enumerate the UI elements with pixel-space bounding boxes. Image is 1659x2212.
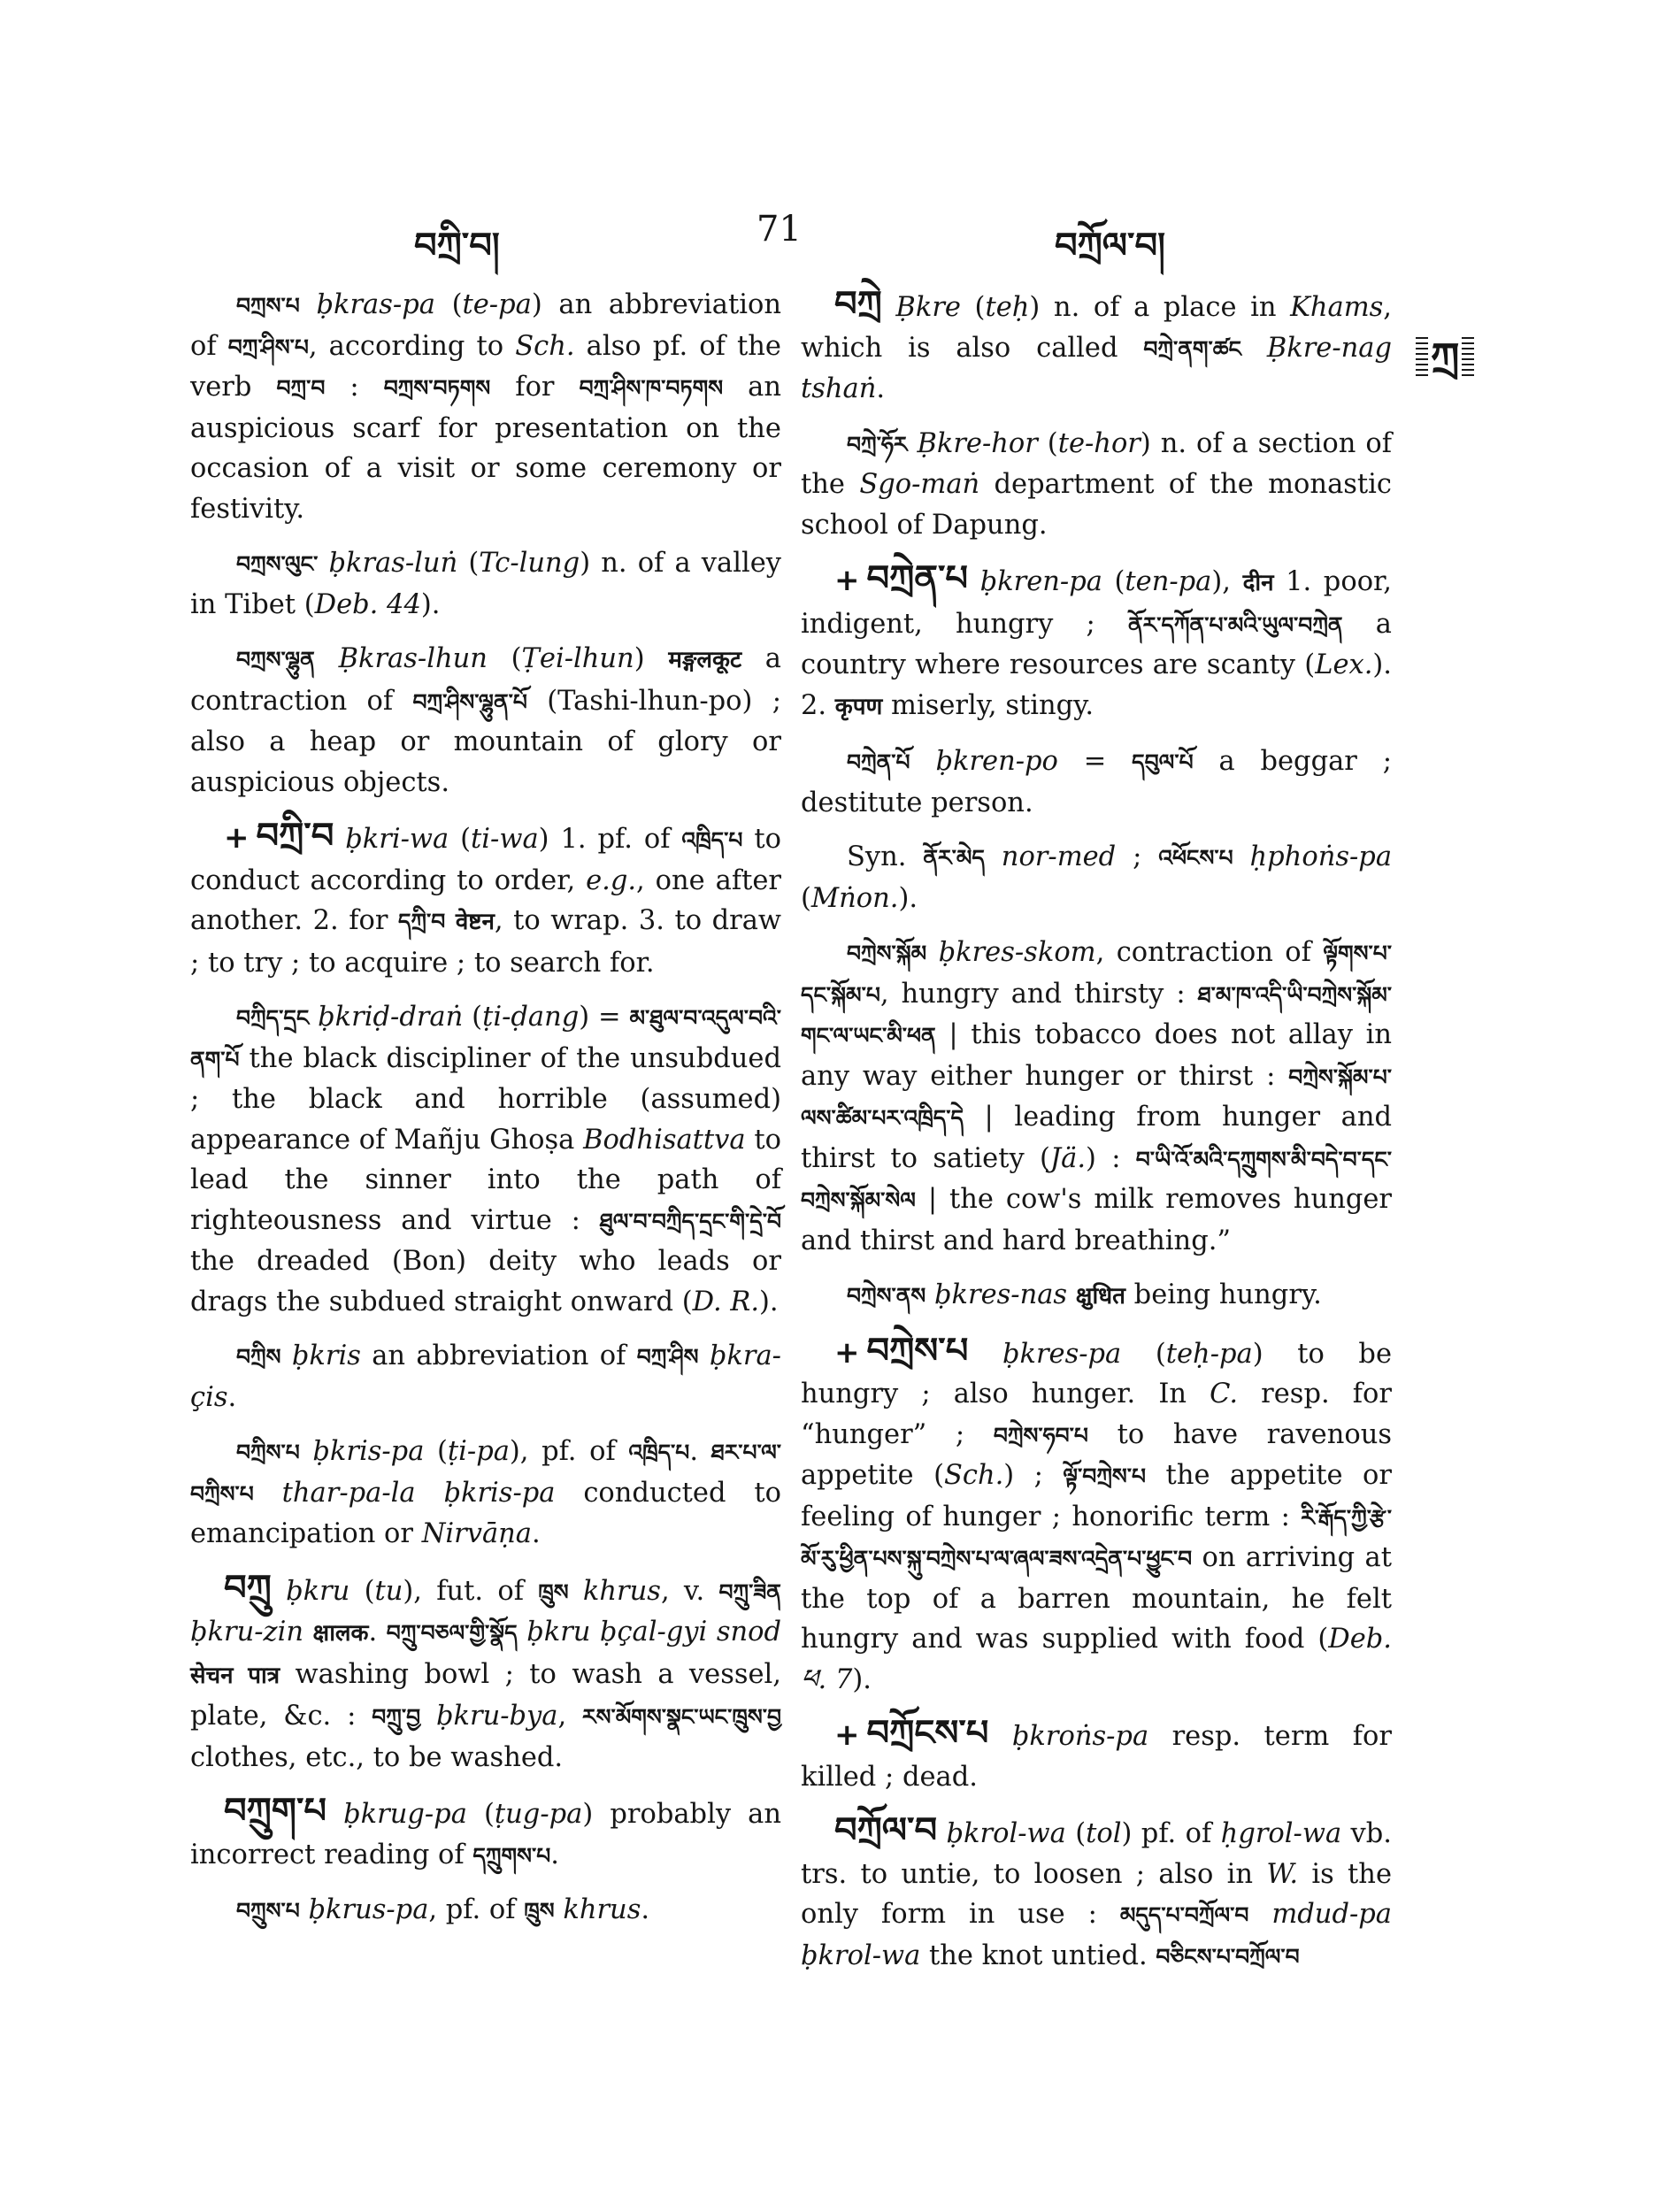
italic-text: Nirvāṇa: [421, 1518, 532, 1549]
italic-text: Sch.: [515, 330, 575, 362]
entry-text: , v.: [660, 1575, 719, 1607]
entry-text: [326, 1799, 343, 1830]
headword-tibetan: བཀྲེས་པ: [866, 1330, 969, 1371]
tibetan-text: ཁྲུས: [524, 1898, 555, 1924]
dictionary-entry: [190, 1890, 781, 1932]
dictionary-entry: [801, 424, 1392, 546]
tibetan-text: འཕོངས་པ: [1158, 845, 1233, 871]
devanagari-text: वेष्टन: [455, 909, 495, 935]
entry-text: [937, 1818, 946, 1849]
entry-text: =: [1057, 746, 1133, 777]
italic-text: te-pa: [462, 289, 532, 320]
thumb-index-letter: ཀྲ: [1431, 334, 1460, 381]
entry-text: (: [1065, 1818, 1087, 1849]
entry-text: , one after another. 2. for: [190, 864, 781, 936]
dictionary-entry: [190, 1792, 781, 1876]
tibetan-text: བཀྲེས་སྐོམ: [847, 941, 927, 966]
italic-text: C.: [1210, 1379, 1239, 1409]
transliteration: ḅkroṅs-pa: [1011, 1721, 1149, 1752]
entry-text: a country where resources are scanty (: [801, 608, 1392, 680]
italic-text: tu: [374, 1575, 403, 1607]
tibetan-text: བཀྲིད་དྲང: [236, 1005, 310, 1031]
italic-text: Deb. ཕ. 7: [801, 1624, 1392, 1695]
entry-text: (: [801, 882, 811, 914]
transliteration: ḅkres-nas: [934, 1279, 1068, 1310]
entry-text: [1248, 1899, 1271, 1930]
tibetan-text: ཐ་མ་ཁ་འདི་ཡི་བཀྲེས་སྐོམ་གང་ལ་ཡང་མི་ཕན: [801, 981, 1392, 1048]
entry-text: ): [634, 643, 669, 674]
italic-text: te-hor: [1057, 427, 1141, 459]
dictionary-entry: [190, 997, 781, 1322]
devanagari-text: दीन: [1242, 570, 1274, 596]
transliteration: ḅkri-wa: [345, 824, 449, 855]
transliteration: ḅkras-pa: [316, 289, 435, 320]
tibetan-text: བ་ཡི་འོ་མའི་དཀྲུགས་མི་བདེ་བ་དང་བཀྲེས་སྐོམ་སེལ: [801, 1146, 1392, 1213]
transliteration: Ḅkre: [895, 292, 961, 323]
transliteration: ḅkres-pa: [1002, 1338, 1122, 1370]
entry-text: an auspicious scarf for presentation on the occasion of a visit or some ceremony or festivity.: [190, 372, 781, 525]
cross-marker: +: [834, 563, 860, 598]
left-column: [190, 285, 781, 1946]
entry-text: (: [349, 1575, 375, 1607]
tibetan-text: བཀྲུ་ཟིན: [718, 1578, 781, 1605]
entry-text: .: [689, 1436, 711, 1467]
tibetan-text: རི་རྒོད་ཀྱི་རྩེ་མོ་རུ་ཕྱིན་པས་སྐུ་བཀྲེས་པ་ལ་ཞལ་ཟས་འདྲེན་པ་ཕྱུང་བ: [801, 1504, 1392, 1571]
transliteration: ḥgrol-wa: [1220, 1818, 1342, 1849]
tibetan-text: བཀྲས་པ: [236, 293, 300, 319]
italic-text: ḅkru ḅçal-gyi snod: [526, 1617, 781, 1647]
cross-marker: +: [834, 1334, 860, 1371]
entry-text: [254, 1478, 282, 1509]
headword-tibetan: བཀྲུ: [224, 1567, 272, 1609]
entry-text: being hungry.: [1125, 1279, 1322, 1310]
transliteration: ḅkris: [291, 1340, 361, 1371]
entry-text: (: [463, 1002, 483, 1033]
entry-text: [300, 1436, 313, 1467]
entry-text: ), fut. of: [403, 1575, 539, 1607]
page-header: [0, 205, 1659, 266]
transliteration: ḥphoṅs-pa: [1249, 841, 1392, 872]
transliteration: ḅkras-luṅ: [328, 548, 458, 579]
italic-text: Jä.: [1049, 1142, 1087, 1174]
dictionary-entry: [801, 1275, 1392, 1317]
entry-text: for: [490, 372, 580, 403]
entry-text: .: [368, 1617, 387, 1647]
italic-text: khrus: [563, 1894, 641, 1925]
tibetan-text: བཀྲེས་སྐོམ་པ་ལས་ཚིམ་པར་འཁྲིད་དེ: [801, 1064, 1392, 1131]
italic-text: ṭug-pa: [494, 1799, 583, 1830]
tibetan-text: རས་མོགས་སྣང་ཡང་ཁྲུས་བྱ: [582, 1704, 781, 1730]
transliteration: Ḅkre-nag tshaṅ: [801, 332, 1393, 404]
dictionary-entry: [190, 543, 781, 625]
entry-text: ;: [1116, 841, 1159, 872]
tibetan-text: ལྟོ་བཀྲེས་པ: [1063, 1463, 1147, 1489]
entry-text: (: [487, 643, 522, 674]
entry-text: [926, 937, 938, 968]
transliteration: ḅkrol-wa: [946, 1818, 1066, 1849]
entry-text: ) :: [1086, 1142, 1136, 1174]
tibetan-text: བཀྲུ་བཅལ་གྱི་སྣོད: [386, 1620, 518, 1646]
entry-text: [518, 1617, 527, 1647]
entry-text: ,: [557, 1701, 583, 1732]
entry-text: .: [641, 1894, 650, 1925]
entry-text: also pf. of the verb: [190, 330, 781, 403]
entry-text: , contraction of: [1095, 937, 1324, 968]
entry-text: the knot untied.: [920, 1939, 1156, 1971]
entry-text: [569, 1576, 583, 1607]
entry-text: [926, 1279, 934, 1310]
entry-text: :: [325, 372, 384, 403]
entry-text: [315, 643, 339, 674]
transliteration: ḅkru-zin: [190, 1617, 304, 1647]
transliteration: ḅkren-po: [935, 746, 1058, 777]
headword-tibetan: བཀྲོལ་བ: [834, 1810, 938, 1851]
dictionary-entry: [801, 741, 1392, 823]
tibetan-text: བཀྲས་བཏགས: [383, 375, 491, 401]
entry-text: , according to: [308, 330, 516, 362]
tibetan-text: བཀྲེས་ཧབ་པ: [993, 1422, 1088, 1448]
tibetan-text: བཅིངས་པ་བཀྲོལ་བ: [1156, 1943, 1300, 1970]
entry-text: , pf. of: [428, 1894, 525, 1925]
entry-text: vb. trs. to untie, to loosen ; also in: [801, 1818, 1392, 1890]
entry-text: ) ;: [1003, 1460, 1064, 1491]
entry-text: on arriving at the top of a barren mountain, he felt hungry and was supplied with food (: [801, 1542, 1392, 1655]
devanagari-text: कृपण: [834, 693, 883, 720]
entry-text: (: [960, 292, 986, 323]
tibetan-text: བཀྲུ་བྱ: [372, 1704, 421, 1730]
entry-text: ) an abbreviation of: [190, 289, 781, 362]
entry-text: ) n. of a valley in Tibet (: [190, 548, 781, 620]
entry-text: [318, 548, 328, 579]
entry-text: ) =: [579, 1002, 630, 1033]
entry-text: [555, 1894, 564, 1925]
headword-tibetan: བཀྲུག་པ: [224, 1791, 326, 1832]
tibetan-text: བཀྲ་ཤིས་ཁ་བཏགས: [579, 375, 724, 401]
entry-text: department of the monastic school of Dapung.: [801, 469, 1392, 541]
entry-text: .: [876, 373, 886, 404]
thumb-index-rule-left: [1416, 337, 1428, 378]
tibetan-text: བཀྲ་ཤིས: [636, 1344, 699, 1370]
entry-text: resp. term for killed ; dead.: [801, 1721, 1393, 1793]
entry-text: a beggar ; destitute person.: [801, 746, 1392, 818]
entry-text: (: [457, 548, 480, 579]
entry-text: ) n. of a section of the: [801, 427, 1392, 500]
italic-text: Deb. 44: [314, 588, 421, 620]
tibetan-text: ལྟོགས་པ་དང་སྐོམ་པ: [801, 941, 1393, 1008]
entry-text: , which is also called: [801, 292, 1392, 364]
tibetan-text: ཐར་པ་ལ་བཀྲིས་པ: [190, 1440, 781, 1507]
entry-text: (: [424, 1436, 448, 1467]
entry-text: [985, 841, 1002, 872]
thumb-index-mark: [1416, 334, 1501, 380]
entry-text: | this tobacco does not allay in any way either hunger or thirst :: [801, 1019, 1392, 1092]
italic-text: teḥ: [985, 292, 1030, 323]
dictionary-entry: [190, 639, 781, 803]
italic-text: ti-wa: [471, 824, 539, 855]
tibetan-text: བཀྲེ་ཧོར: [847, 431, 908, 457]
tibetan-text: བཀྲས་ལྷུན: [236, 647, 315, 672]
cross-marker: +: [224, 820, 250, 856]
entry-text: [988, 1721, 1011, 1752]
devanagari-text: क्षालक: [312, 1620, 369, 1647]
entry-text: miserly, stingy.: [882, 689, 1094, 721]
entry-text: the appetite or feeling of hunger ; honorific term :: [801, 1460, 1392, 1532]
tibetan-text: བཀྲིས་པ: [236, 1440, 300, 1465]
dictionary-entry: [190, 1336, 781, 1417]
entry-text: [1067, 1279, 1076, 1310]
tibetan-text: མ་ཐུལ་བ་འདུལ་བའི་ནག་པོ: [190, 1005, 781, 1072]
entry-text: to conduct according to order,: [190, 824, 781, 896]
italic-text: Lex.: [1315, 649, 1373, 680]
entry-text: [1241, 333, 1267, 364]
entry-text: to have ravenous appetite (: [801, 1418, 1392, 1491]
entry-text: [968, 1339, 1002, 1370]
dictionary-entry: [801, 1714, 1392, 1797]
tibetan-text: ནོར་དཀོན་པ་མའི་ཡུལ་བཀྲེན: [1127, 611, 1343, 638]
page-number: 71: [757, 209, 802, 250]
transliteration: Ḅkre-hor: [917, 427, 1038, 459]
entry-text: a contraction of: [190, 643, 781, 717]
italic-text: Bodhisattva: [583, 1124, 746, 1156]
devanagari-text: क्षुधित: [1075, 1283, 1125, 1310]
tibetan-text: མདུད་པ་བཀྲོལ་བ: [1119, 1902, 1249, 1928]
italic-text: khrus: [582, 1575, 661, 1607]
tibetan-text: བཀྲེ་ནག་ཚང: [1143, 335, 1241, 362]
entry-text: .: [550, 1839, 559, 1870]
italic-text: Tc-lung: [479, 548, 580, 579]
headword-tibetan: བཀྲེན་པ: [866, 558, 969, 599]
entry-text: (: [1121, 1338, 1166, 1370]
entry-text: [303, 1617, 313, 1647]
italic-text: ten-pa: [1125, 566, 1212, 597]
tibetan-text: བཀྲ་བ: [276, 375, 326, 401]
italic-text: e.g.: [586, 864, 637, 896]
headword-tibetan: བཀྲི་བ: [256, 816, 334, 856]
dictionary-entry: [801, 285, 1392, 410]
transliteration: ḅkrug-pa: [343, 1799, 467, 1830]
devanagari-text: सेचन पात्र: [190, 1662, 280, 1689]
dictionary-entry: [801, 1332, 1392, 1701]
entry-text: ).: [852, 1663, 872, 1695]
italic-text: mdud-pa ḅkrol-wa: [801, 1899, 1392, 1971]
headword-tibetan: བཀྲོངས་པ: [866, 1713, 989, 1754]
entry-text: ) probably an incorrect reading of: [190, 1799, 781, 1870]
entry-text: ) to be hungry ; also hunger. In: [801, 1338, 1392, 1409]
entry-text: is the only form in use :: [801, 1858, 1393, 1930]
entry-text: washing bowl ; to wash a vessel, plate, &c. :: [190, 1658, 782, 1732]
entry-text: [968, 566, 980, 597]
entry-text: [272, 1576, 286, 1607]
transliteration: ḅkru-bya: [435, 1701, 558, 1732]
transliteration: ḅkres-skom: [938, 937, 1096, 968]
entry-text: resp. for “hunger” ;: [801, 1379, 1392, 1450]
dictionary-entry: [190, 285, 781, 529]
entry-text: 1. poor, indigent, hungry ;: [801, 566, 1392, 640]
italic-text: nor-med: [1001, 841, 1117, 872]
thumb-index-rule-right: [1462, 337, 1474, 378]
entry-text: .: [227, 1381, 237, 1413]
entry-text: (: [1037, 427, 1058, 459]
tibetan-text: བཀྲས་ལུང་: [236, 551, 319, 577]
dictionary-entry: [801, 1811, 1392, 1977]
entry-text: , to wrap. 3. to draw ; to try ; to acquire ; to search for.: [190, 905, 781, 979]
entry-text: [699, 1340, 710, 1371]
entry-text: conducted to emancipation or: [190, 1477, 781, 1549]
right-column: [801, 285, 1392, 1991]
header-left-word: བཀྲི་བ།: [414, 225, 500, 266]
entry-text: (: [1102, 566, 1125, 597]
entry-text: Syn.: [847, 841, 924, 872]
transliteration: Ḅkras-lhun: [338, 643, 488, 674]
entry-text: ).: [898, 882, 918, 914]
italic-text: tol: [1086, 1818, 1122, 1849]
tibetan-text: དབུལ་པོ: [1132, 749, 1194, 775]
tibetan-text: ཐུལ་བ་བཀྲིད་དྲང་གི་དྲེ་བོ: [599, 1208, 781, 1234]
headword-tibetan: བཀྲེ: [834, 284, 882, 325]
entry-text: the black discipliner of the unsubdued ; the black and horrible (assumed) appearance of Mañju Ghoṣa: [190, 1042, 781, 1156]
italic-text: teḥ-pa: [1165, 1338, 1253, 1370]
italic-text: Khams: [1290, 292, 1384, 323]
entry-text: ). 2.: [801, 649, 1392, 721]
entry-text: ), pf. of: [509, 1436, 629, 1467]
entry-text: .: [531, 1518, 541, 1549]
italic-text: thar-pa-la ḅkris-pa: [281, 1477, 556, 1509]
tibetan-text: བཀྲིས: [236, 1344, 281, 1370]
devanagari-text: मङ्गलकूट: [668, 647, 742, 673]
italic-text: Sch.: [943, 1460, 1004, 1491]
entry-text: [910, 746, 936, 777]
entry-text: clothes, etc., to be washed.: [190, 1741, 564, 1773]
entry-text: to lead the sinner into the path of righteousness and virtue :: [190, 1124, 781, 1236]
italic-text: ṭi-ḍang: [482, 1002, 580, 1033]
entry-text: | the cow's milk removes hunger and thirst and hard breathing.”: [801, 1184, 1392, 1256]
italic-text: Ṭei-lhun: [521, 643, 634, 674]
dictionary-entry: [190, 1569, 781, 1778]
entry-text: [882, 292, 896, 323]
entry-text: | leading from hunger and thirst to satiety (: [801, 1102, 1392, 1174]
italic-text: Mṅon.: [810, 882, 899, 914]
entry-text: [908, 428, 918, 459]
entry-text: (Tashi-lhun-po) ; also a heap or mountain of glory or auspicious objects.: [190, 685, 782, 798]
transliteration: ḅkru: [286, 1575, 350, 1607]
italic-text: W.: [1266, 1858, 1299, 1890]
entry-text: ),: [1211, 566, 1243, 597]
entry-text: , hungry and thirsty :: [879, 978, 1198, 1010]
header-right-word: བཀྲོལ་བ།: [1055, 225, 1165, 266]
entry-text: ).: [759, 1286, 779, 1317]
tibetan-text: བཀྲུས་པ: [236, 1898, 300, 1924]
italic-text: ṭi-pa: [447, 1436, 510, 1467]
tibetan-text: དཀྲི་བ: [397, 909, 446, 934]
transliteration: ḅkra-çis: [190, 1340, 781, 1413]
tibetan-text: བཀྲེན་པོ: [847, 749, 910, 775]
entry-text: [1233, 841, 1250, 872]
tibetan-text: ཁྲུས: [538, 1578, 569, 1605]
transliteration: ḅkriḍ-draṅ: [318, 1002, 464, 1033]
italic-text: Sgo-maṅ: [859, 469, 980, 500]
tibetan-text: དཀྲུགས་པ: [472, 1842, 551, 1869]
dictionary-entry: [801, 837, 1392, 918]
entry-text: [309, 1002, 318, 1033]
entry-text: [445, 905, 456, 936]
entry-text: the dreaded (Bon) deity who leads or drags the subdued straight onward (: [190, 1246, 781, 1317]
tibetan-text: འཁྲིད་པ: [628, 1440, 690, 1465]
tibetan-text: བཀྲ་ཤིས་པ: [227, 334, 309, 360]
entry-text: (: [466, 1799, 495, 1830]
entry-text: [300, 289, 317, 320]
tibetan-text: ནོར་མེད: [923, 845, 985, 871]
tibetan-text: འཁྲིད་པ: [681, 827, 743, 853]
dictionary-entry: [190, 1432, 781, 1555]
entry-text: [420, 1701, 436, 1732]
transliteration: ḅkrus-pa: [308, 1894, 429, 1925]
entry-text: ).: [420, 588, 441, 620]
italic-text: D. R.: [692, 1286, 760, 1317]
dictionary-entry: [801, 559, 1392, 727]
tibetan-text: བཀྲ་ཤིས་ལྷུན་པོ: [412, 688, 527, 715]
entry-text: [281, 1340, 292, 1371]
entry-text: (: [434, 289, 463, 320]
entry-text: ) pf. of: [1121, 1818, 1221, 1849]
entry-text: an abbreviation of: [360, 1340, 637, 1371]
dictionary-entry: [801, 933, 1392, 1261]
entry-text: [334, 824, 345, 855]
entry-text: ) n. of a place in: [1029, 292, 1291, 323]
transliteration: ḅkren-pa: [979, 566, 1102, 597]
dictionary-entry: [190, 817, 781, 983]
tibetan-text: བཀྲེས་ནས: [847, 1283, 926, 1309]
cross-marker: +: [834, 1717, 860, 1753]
transliteration: ḅkris-pa: [312, 1436, 425, 1467]
entry-text: ) 1. pf. of: [538, 824, 682, 855]
entry-text: (: [449, 824, 472, 855]
